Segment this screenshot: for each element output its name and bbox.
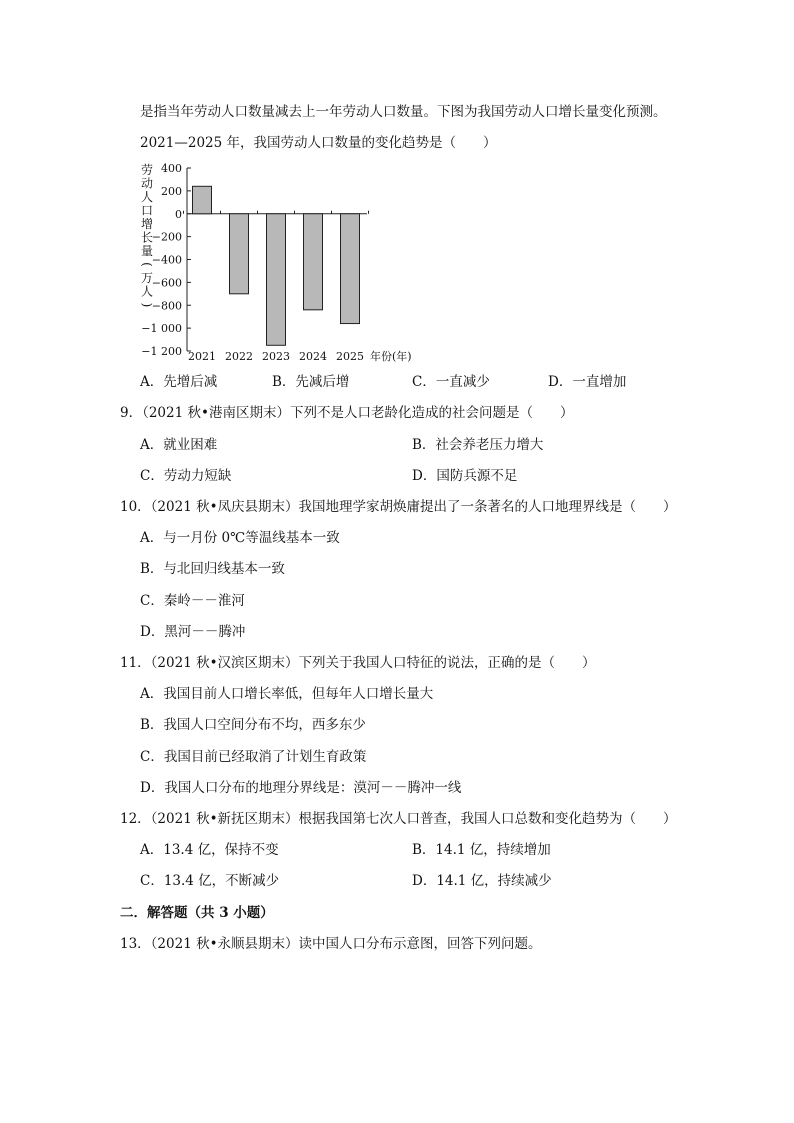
q9-option-c: C．劳动力短缺 bbox=[140, 468, 232, 484]
y-label-char: 万 bbox=[140, 271, 154, 285]
q8-option-b: B．先减后增 bbox=[272, 374, 350, 390]
q12-option-b: B．14.1 亿，持续增加 bbox=[412, 842, 551, 858]
section-2-title: 二．解答题（共 3 小题） bbox=[120, 905, 274, 921]
intro-line-1: 是指当年劳动人口数量减去上一年劳动人口数量。下图为我国劳动人口增长量变化预测。 bbox=[140, 104, 667, 120]
x-category-label: 2022 bbox=[225, 350, 253, 363]
q10-option-a: A．与一月份 0℃等温线基本一致 bbox=[140, 530, 340, 546]
labor-growth-bar-chart bbox=[135, 160, 435, 370]
bar-2022 bbox=[230, 214, 249, 294]
bar-2024 bbox=[304, 214, 323, 310]
x-category-label: 2024 bbox=[299, 350, 327, 363]
q12-option-a: A．13.4 亿，保持不变 bbox=[140, 842, 279, 858]
q10-option-d: D．黑河－－腾冲 bbox=[140, 624, 246, 640]
y-tick-label: −1 200 bbox=[141, 345, 182, 358]
x-axis-label: 年份(年) bbox=[370, 350, 412, 363]
q9-stem: 9．（2021 秋•港南区期末）下列不是人口老龄化造成的社会问题是（ ） bbox=[120, 405, 574, 421]
y-tick-label: 200 bbox=[161, 184, 182, 198]
q8-option-c: C．一直减少 bbox=[412, 374, 490, 390]
y-label-char: 长 bbox=[140, 230, 154, 245]
q10-option-b: B．与北回归线基本一致 bbox=[140, 561, 285, 577]
y-label-char: 动 bbox=[140, 176, 154, 191]
x-category-label: 2023 bbox=[262, 350, 290, 363]
y-label-char: ) bbox=[140, 302, 154, 308]
question-8-stem: 2021—2025 年，我国劳动人口数量的变化趋势是（ ） bbox=[140, 135, 497, 151]
q12-option-d: D．14.1 亿，持续减少 bbox=[412, 873, 552, 889]
q9-option-d: D．国防兵源不足 bbox=[412, 468, 518, 484]
bar-2021 bbox=[193, 186, 212, 213]
bar-2025 bbox=[341, 214, 360, 324]
q11-option-d: D．我国人口分布的地理分界线是：漠河－－腾冲一线 bbox=[140, 780, 462, 796]
bar-2023 bbox=[267, 214, 286, 346]
y-label-char: ( bbox=[140, 262, 154, 267]
y-label-char: 人 bbox=[140, 284, 154, 299]
q12-stem: 12．（2021 秋•新抚区期末）根据我国第七次人口普查，我国人口总数和变化趋势为（ ） bbox=[120, 811, 677, 827]
q11-stem: 11．（2021 秋•汉滨区期末）下列关于我国人口特征的说法，正确的是（ ） bbox=[120, 655, 596, 671]
y-tick-label: 0 bbox=[175, 207, 182, 221]
y-label-char: 口 bbox=[140, 203, 154, 218]
q12-option-c: C．13.4 亿，不断减少 bbox=[140, 873, 280, 889]
y-label-char: 劳 bbox=[140, 163, 154, 177]
q9-option-b: B．社会养老压力增大 bbox=[412, 437, 544, 453]
y-label-char: 人 bbox=[140, 190, 154, 204]
q8-option-d: D．一直增加 bbox=[548, 374, 627, 390]
y-label-char: 增 bbox=[140, 217, 154, 231]
y-tick-label: −600 bbox=[151, 276, 182, 290]
q10-stem: 10．（2021 秋•凤庆县期末）我国地理学家胡焕庸提出了一条著名的人口地理界线是（ ） bbox=[120, 499, 677, 515]
q8-option-a: A．先增后减 bbox=[140, 374, 218, 390]
x-category-label: 2021 bbox=[188, 350, 216, 363]
y-tick-label: −1 000 bbox=[141, 322, 182, 336]
y-tick-label: −200 bbox=[151, 230, 182, 244]
q11-option-b: B．我国人口空间分布不均，西多东少 bbox=[140, 717, 366, 733]
q11-option-c: C．我国目前已经取消了计划生育政策 bbox=[140, 749, 367, 765]
q13-stem: 13．（2021 秋•永顺县期末）读中国人口分布示意图，回答下列问题。 bbox=[120, 936, 542, 952]
y-label-char: 量 bbox=[140, 244, 154, 258]
q11-option-a: A．我国目前人口增长率低，但每年人口增长量大 bbox=[140, 686, 434, 702]
y-tick-label: −800 bbox=[151, 299, 182, 313]
q9-option-a: A．就业困难 bbox=[140, 437, 218, 453]
y-tick-label: 400 bbox=[161, 162, 182, 175]
bars bbox=[193, 186, 360, 345]
y-tick-label: −400 bbox=[151, 253, 182, 267]
q10-option-c: C．秦岭－－淮河 bbox=[140, 593, 245, 609]
x-category-label: 2025 bbox=[336, 350, 364, 363]
